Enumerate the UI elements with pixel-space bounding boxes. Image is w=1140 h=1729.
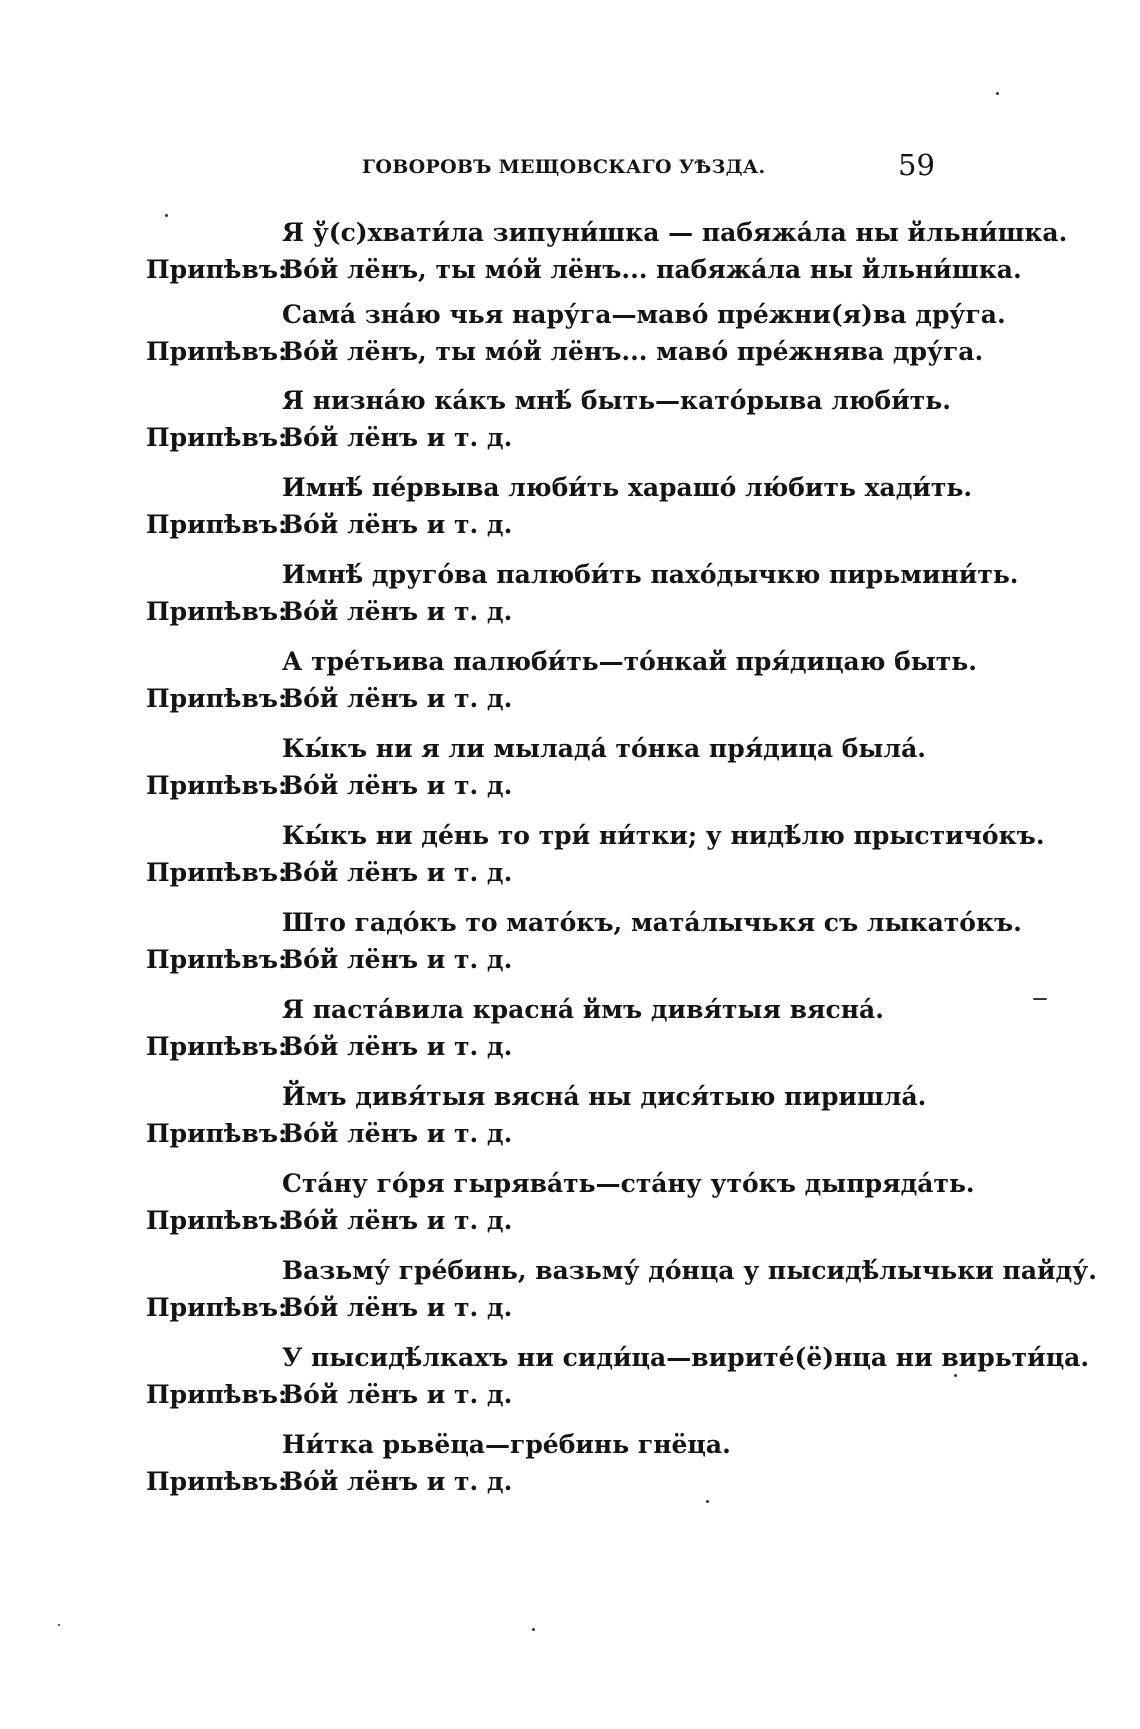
stanza: [0, 1080, 1140, 1160]
refrain-line: Во́й лёнъ и т. д.: [282, 423, 513, 452]
verse-line: Кы́къ ни я ли мылада́ то́нка пря́дица была́.: [282, 734, 927, 763]
refrain-line: Во́й лёнъ и т. д.: [282, 1467, 513, 1496]
refrain-line: Во́й лёнъ и т. д.: [282, 945, 513, 974]
stanza: [0, 732, 1140, 812]
refrain-line: Во́й лёнъ и т. д.: [282, 771, 513, 800]
refrain-line: Во́й лёнъ и т. д.: [282, 1032, 513, 1061]
scan-speck: [1033, 998, 1047, 1000]
stanza: [0, 1167, 1140, 1247]
verse-line: Ста́ну го́ря гырява́ть—ста́ну уто́къ дыпряда́ть.: [282, 1169, 975, 1198]
verse-line: Имнѣ́ пе́рвыва люби́ть харашо́ лю́бить хади́ть.: [282, 473, 973, 502]
stanza: [0, 906, 1140, 986]
refrain-line: Во́й лёнъ и т. д.: [282, 1380, 513, 1409]
verse-line: Я низна́ю ка́къ мнѣ́ быть—като́рыва люби́ть.: [282, 386, 951, 415]
scan-speck: [706, 1500, 709, 1503]
refrain-label: Припѣвъ:: [146, 423, 288, 452]
stanza: [0, 471, 1140, 551]
refrain-label: Припѣвъ:: [146, 1206, 288, 1235]
refrain-label: Припѣвъ:: [146, 1293, 288, 1322]
refrain-label: Припѣвъ:: [146, 945, 288, 974]
verse-line: Ни́тка рьвёца—гре́бинь гнёца.: [282, 1430, 731, 1459]
verse-line: А тре́тьива палюби́ть—то́нкай пря́дицаю быть.: [282, 647, 977, 676]
stanza: [0, 645, 1140, 725]
scan-speck: [58, 1624, 60, 1626]
stanza: [0, 298, 1140, 378]
refrain-label: Припѣвъ:: [146, 1119, 288, 1148]
page-number: 59: [898, 148, 935, 182]
verse-line: Сама́ зна́ю чья нару́га—маво́ пре́жни(я)ва дру́га.: [282, 300, 1006, 329]
scan-speck: [996, 92, 999, 95]
stanza: [0, 1254, 1140, 1334]
refrain-line: Во́й лёнъ и т. д.: [282, 1119, 513, 1148]
verse-line: Вазьму́ гре́бинь, вазьму́ до́нца у пысидѣ́лычьки пайду́.: [282, 1256, 1097, 1285]
refrain-label: Припѣвъ:: [146, 1032, 288, 1061]
refrain-label: Припѣвъ:: [146, 597, 288, 626]
refrain-label: Припѣвъ:: [146, 1380, 288, 1409]
refrain-line: Во́й лёнъ, ты мо́й лёнъ... маво́ пре́жнява дру́га.: [282, 337, 984, 366]
running-head: ГОВОРОВЪ МЕЩОВСКАГО УѢЗДА.: [362, 156, 766, 178]
verse-line: Што гадо́къ то мато́къ, мата́лычькя съ лыкато́къ.: [282, 908, 1022, 937]
scan-speck: [532, 1628, 535, 1631]
stanza: [0, 384, 1140, 464]
refrain-line: Во́й лёнъ и т. д.: [282, 597, 513, 626]
refrain-line: Во́й лёнъ, ты мо́й лёнъ... пабяжа́ла ны йльни́шка.: [282, 255, 1022, 284]
refrain-label: Припѣвъ:: [146, 1467, 288, 1496]
refrain-line: Во́й лёнъ и т. д.: [282, 684, 513, 713]
stanza: [0, 819, 1140, 899]
stanza: [0, 1341, 1140, 1421]
verse-line: Я ў(с)хвати́ла зипуни́шка — пабяжа́ла ны йльни́шка.: [282, 218, 1068, 247]
refrain-label: Припѣвъ:: [146, 255, 288, 284]
verse-line: Я паста́вила красна́ ймъ дивя́тыя вясна́.: [282, 995, 884, 1024]
refrain-line: Во́й лёнъ и т. д.: [282, 858, 513, 887]
stanza: [0, 558, 1140, 638]
verse-line: Имнѣ́ друго́ва палюби́ть пахо́дычкю пирьмини́ть.: [282, 560, 1019, 589]
refrain-label: Припѣвъ:: [146, 510, 288, 539]
refrain-line: Во́й лёнъ и т. д.: [282, 510, 513, 539]
verse-line: У пысидѣ́лкахъ ни сиди́ца—вирите́(ё)нца ни вирьти́ца.: [282, 1343, 1090, 1372]
stanza: [0, 216, 1140, 296]
refrain-label: Припѣвъ:: [146, 771, 288, 800]
stanza: [0, 1428, 1140, 1508]
stanza: [0, 993, 1140, 1073]
scan-speck: [165, 214, 168, 217]
refrain-label: Припѣвъ:: [146, 858, 288, 887]
verse-line: Ймъ дивя́тыя вясна́ ны дися́тыю пиришла́.: [282, 1082, 927, 1111]
refrain-line: Во́й лёнъ и т. д.: [282, 1293, 513, 1322]
refrain-label: Припѣвъ:: [146, 337, 288, 366]
scan-speck: [954, 1374, 957, 1377]
page-header: [0, 148, 1140, 188]
refrain-label: Припѣвъ:: [146, 684, 288, 713]
refrain-line: Во́й лёнъ и т. д.: [282, 1206, 513, 1235]
verse-line: Кы́къ ни де́нь то три́ ни́тки; у нидѣ́лю прыстичо́къ.: [282, 821, 1045, 850]
